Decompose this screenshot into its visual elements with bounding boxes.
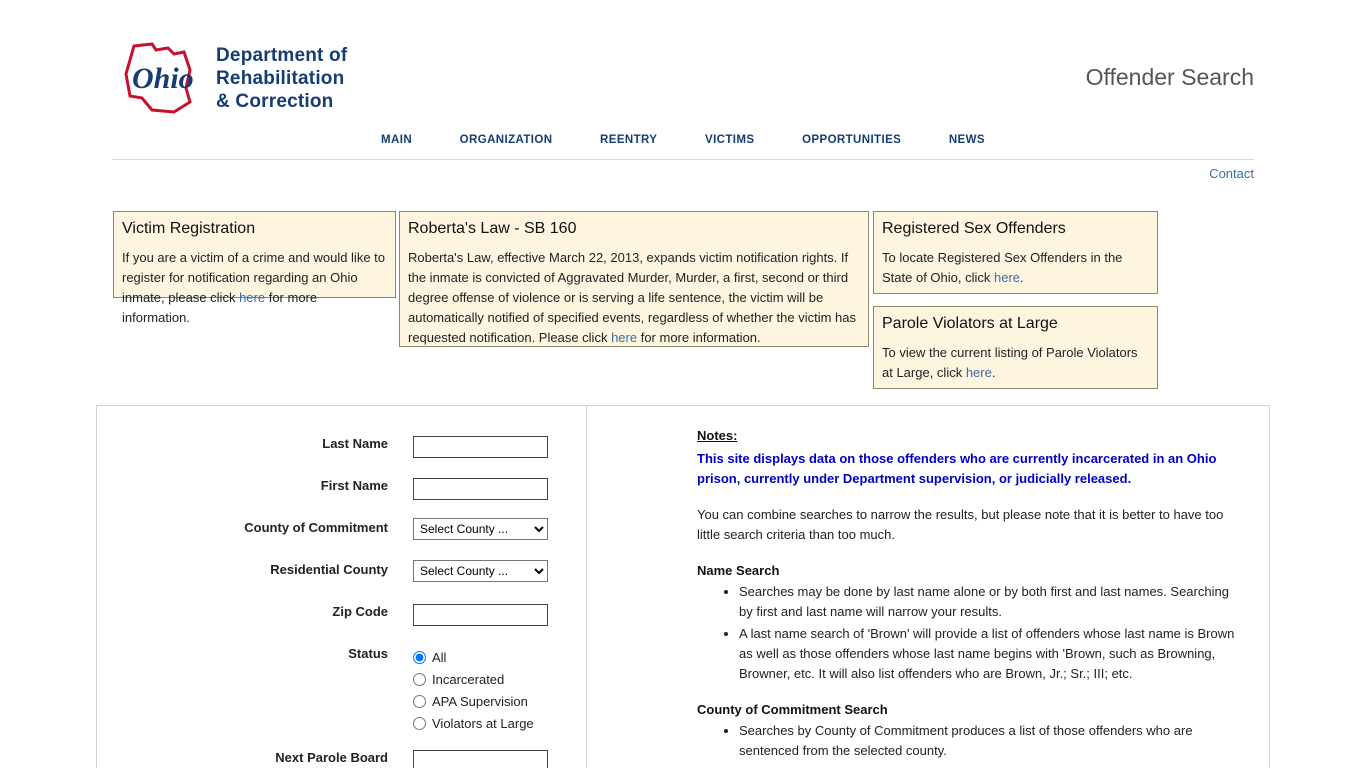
status-option-apa-supervision[interactable] — [413, 690, 534, 712]
ohio-outline-icon — [112, 40, 208, 116]
infobox-victim-link[interactable]: here — [239, 290, 266, 305]
infobox-parole-violators — [873, 306, 1158, 389]
infobox-robertas-law — [399, 211, 869, 347]
infobox-parole-title: Parole Violators at Large — [882, 315, 1058, 332]
infobox-victim-text-before: If you are a victim of a crime and would like to register for notification regarding an Ohio inmate, please click — [122, 250, 386, 305]
status-radio-violators-at-large[interactable] — [413, 717, 426, 730]
residential-county-field-wrap — [413, 560, 548, 582]
infobox-roberta-text — [408, 248, 860, 348]
infobox-rso-text-after: . — [1020, 270, 1024, 285]
nav-item-news[interactable]: NEWS — [948, 134, 985, 146]
status-option-violators-at-large[interactable] — [413, 712, 534, 734]
zip-code-label: Zip Code — [332, 604, 388, 619]
status-radio-apa-supervision[interactable] — [413, 695, 426, 708]
contact-row — [112, 166, 1254, 181]
infobox-roberta-title: Roberta's Law - SB 160 — [408, 220, 577, 237]
notes-county-search-title: County of Commitment Search — [697, 702, 888, 717]
infobox-victim-title: Victim Registration — [122, 220, 256, 237]
infobox-registered-sex-offenders — [873, 211, 1158, 294]
logo-line-2: Rehabilitation — [216, 67, 345, 89]
infobox-victim-text — [122, 248, 387, 328]
infobox-roberta-text-after: for more information. — [637, 330, 761, 345]
status-radio-group — [413, 646, 534, 734]
logo-line-1: Department of — [216, 44, 348, 66]
notes-paragraph: You can combine searches to narrow the results, but please note that it is better to have too little search criteria than too much. — [697, 507, 1224, 542]
contact-link[interactable]: Contact — [1209, 166, 1254, 181]
infobox-victim-text-after: for more information. — [122, 290, 318, 325]
first-name-field-wrap — [413, 478, 548, 500]
last-name-input[interactable] — [413, 436, 548, 458]
status-label-all[interactable]: All — [432, 649, 447, 665]
status-radio-incarcerated[interactable] — [413, 673, 426, 686]
infobox-roberta-text-before: Roberta's Law, effective March 22, 2013, expands victim notification rights. If the inmate is convicted of Aggravated Murder, Murder, a first, second or third degree offense of violence or is serving a life sentence, the victim will be automatically notified of specified events, regardless of whether the victim has requested notification. Please click — [408, 250, 857, 345]
infobox-victim-registration — [113, 211, 396, 325]
first-name-input[interactable] — [413, 478, 548, 500]
notes-name-search-title: Name Search — [697, 563, 780, 578]
status-label-apa-supervision[interactable]: APA Supervision — [432, 693, 528, 709]
status-label-violators-at-large[interactable]: Violators at Large — [432, 715, 534, 731]
notes-name-search-list — [697, 582, 1243, 684]
county-of-commitment-field-wrap — [413, 518, 548, 540]
status-label: Status — [348, 646, 388, 661]
status-option-incarcerated[interactable] — [413, 668, 534, 690]
county-of-commitment-label: County of Commitment — [244, 520, 388, 535]
logo-text — [216, 44, 347, 113]
infobox-rso-title: Registered Sex Offenders — [882, 220, 1066, 237]
infobox-parole-text-before: To view the current listing of Parole Violators at Large, click — [882, 345, 1138, 380]
search-form — [97, 406, 587, 768]
nav-item-reentry[interactable]: REENTRY — [600, 134, 658, 146]
notes-county-search-list — [697, 721, 1243, 761]
infobox-parole-text — [882, 343, 1149, 383]
zip-code-field-wrap — [413, 604, 548, 626]
infobox-rso-text-before: To locate Registered Sex Offenders in the State of Ohio, click — [882, 250, 1123, 285]
nav-item-organization[interactable]: ORGANIZATION — [459, 134, 553, 146]
nav-item-main[interactable]: MAIN — [381, 134, 413, 146]
infobox-rso-text — [882, 248, 1149, 288]
next-parole-board-input[interactable] — [413, 750, 548, 768]
main-nav — [112, 128, 1254, 160]
svg-text:Ohio: Ohio — [132, 62, 194, 95]
infobox-roberta-link[interactable]: here — [611, 330, 638, 345]
list-item: • Searches may be done by last name alone or by both first and last names. Searching by first and last name will narrow your results. — [739, 582, 1243, 622]
last-name-field-wrap — [413, 436, 548, 458]
residential-county-select[interactable] — [413, 560, 548, 582]
infobox-rso-link[interactable]: here — [994, 270, 1021, 285]
list-item: • A last name search of 'Brown' will provide a list of offenders whose last name is Brown as well as those offenders whose last name begins with 'Brown, such as Browning, Browner, etc. It will also list offenders who are Brown, Jr.; Sr.; III; etc. — [739, 624, 1243, 684]
list-item: • Searches by County of Commitment produces a list of those offenders who are sentenced from the selected county. — [739, 721, 1243, 761]
first-name-label: First Name — [320, 478, 388, 493]
status-radio-all[interactable] — [413, 651, 426, 664]
zip-code-input[interactable] — [413, 604, 548, 626]
status-option-all[interactable] — [413, 646, 534, 668]
next-parole-board-field-wrap — [413, 750, 548, 768]
nav-item-opportunities[interactable]: OPPORTUNITIES — [802, 134, 902, 146]
notes-section — [588, 406, 1269, 768]
notes-highlight: This site displays data on those offenders who are currently incarcerated in an Ohio prison, currently under Department supervision, or judicially released. — [697, 451, 1217, 486]
nav-item-victims[interactable]: VICTIMS — [705, 134, 755, 146]
logo-line-3: & Correction — [216, 90, 334, 112]
county-of-commitment-select[interactable] — [413, 518, 548, 540]
next-parole-board-label: Next Parole Board — [275, 750, 388, 765]
status-label-incarcerated[interactable]: Incarcerated — [432, 671, 505, 687]
site-header — [112, 36, 1254, 124]
notes-title: Notes: — [697, 428, 738, 443]
infobox-parole-text-after: . — [991, 365, 996, 380]
page-title: Offender Search — [1085, 64, 1254, 90]
infobox-parole-link[interactable]: here — [965, 365, 992, 380]
logo[interactable] — [112, 40, 347, 116]
residential-county-label: Residential County — [270, 562, 388, 577]
last-name-label: Last Name — [322, 436, 388, 451]
search-panel — [96, 405, 1270, 768]
